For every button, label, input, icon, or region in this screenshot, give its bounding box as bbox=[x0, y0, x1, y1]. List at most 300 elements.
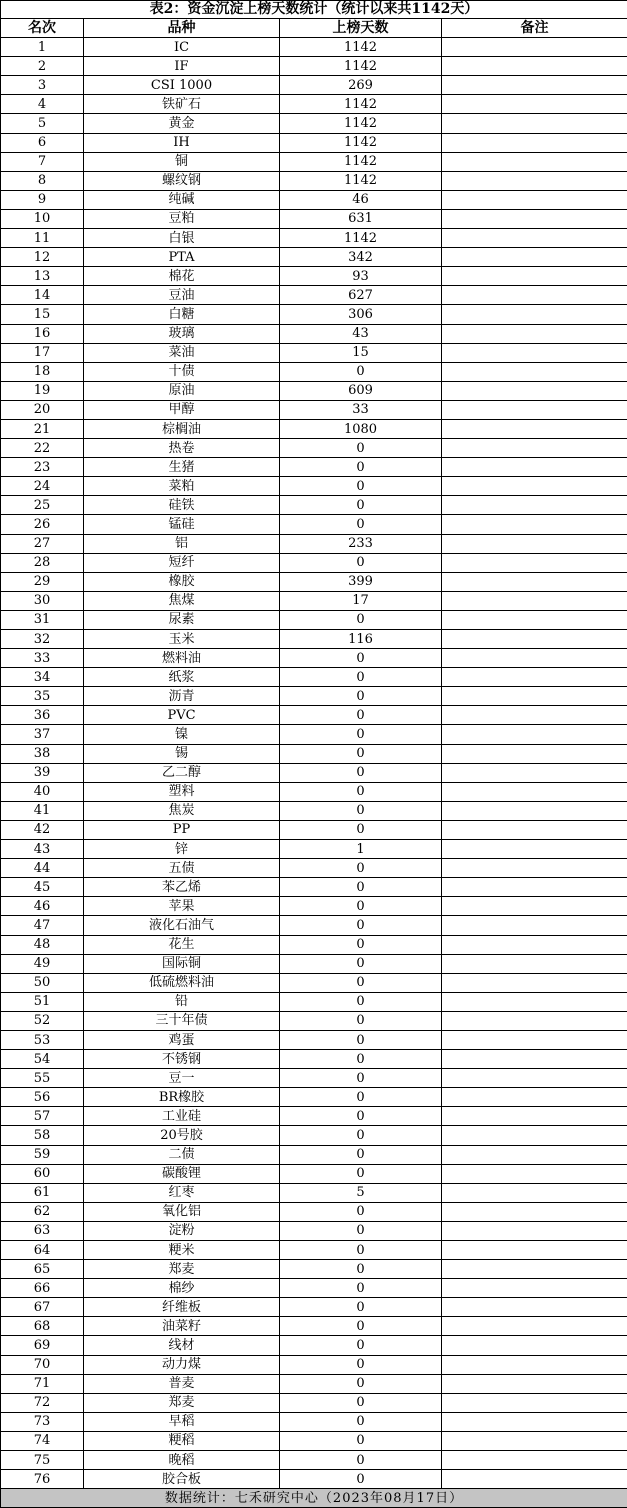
notes-cell bbox=[442, 591, 627, 610]
table-row bbox=[1, 305, 627, 324]
table-row bbox=[1, 1202, 627, 1221]
variety-cell: 普麦 bbox=[84, 1374, 280, 1393]
rank-cell: 22 bbox=[1, 439, 84, 458]
footer-row bbox=[1, 1489, 627, 1508]
days-cell: 0 bbox=[280, 878, 442, 897]
notes-cell bbox=[442, 1011, 627, 1030]
rank-cell: 19 bbox=[1, 381, 84, 400]
notes-cell bbox=[442, 1298, 627, 1317]
rank-cell: 11 bbox=[1, 229, 84, 248]
variety-cell: 焦炭 bbox=[84, 801, 280, 820]
days-cell: 1142 bbox=[280, 38, 442, 57]
rank-cell: 40 bbox=[1, 782, 84, 801]
table-row bbox=[1, 1088, 627, 1107]
table-row bbox=[1, 610, 627, 629]
variety-cell: 白银 bbox=[84, 229, 280, 248]
rank-cell: 59 bbox=[1, 1145, 84, 1164]
days-cell: 17 bbox=[280, 591, 442, 610]
rank-cell: 14 bbox=[1, 286, 84, 305]
rank-cell: 55 bbox=[1, 1069, 84, 1088]
notes-cell bbox=[442, 572, 627, 591]
variety-cell: 郑麦 bbox=[84, 1260, 280, 1279]
table-row bbox=[1, 572, 627, 591]
notes-cell bbox=[442, 553, 627, 572]
days-cell: 0 bbox=[280, 1164, 442, 1183]
days-cell: 0 bbox=[280, 706, 442, 725]
notes-cell bbox=[442, 1145, 627, 1164]
rank-cell: 70 bbox=[1, 1355, 84, 1374]
notes-cell bbox=[442, 744, 627, 763]
table-row bbox=[1, 362, 627, 381]
table-row bbox=[1, 1107, 627, 1126]
table-row bbox=[1, 1451, 627, 1470]
variety-cell: 甲醇 bbox=[84, 400, 280, 419]
rank-cell: 29 bbox=[1, 572, 84, 591]
days-cell: 1142 bbox=[280, 229, 442, 248]
notes-cell bbox=[442, 1317, 627, 1336]
table-row bbox=[1, 878, 627, 897]
days-cell: 0 bbox=[280, 1355, 442, 1374]
rank-cell: 28 bbox=[1, 553, 84, 572]
days-cell: 0 bbox=[280, 1050, 442, 1069]
days-cell: 0 bbox=[280, 1374, 442, 1393]
notes-cell bbox=[442, 973, 627, 992]
variety-cell: 淀粉 bbox=[84, 1221, 280, 1240]
table-row bbox=[1, 1279, 627, 1298]
variety-cell: 铁矿石 bbox=[84, 95, 280, 114]
table-row bbox=[1, 668, 627, 687]
table-row bbox=[1, 820, 627, 839]
table-row bbox=[1, 57, 627, 76]
variety-cell: 热卷 bbox=[84, 439, 280, 458]
variety-cell: 塑料 bbox=[84, 782, 280, 801]
days-cell: 0 bbox=[280, 744, 442, 763]
table-row bbox=[1, 95, 627, 114]
table-row bbox=[1, 1030, 627, 1049]
days-cell: 399 bbox=[280, 572, 442, 591]
variety-cell: 豆油 bbox=[84, 286, 280, 305]
variety-cell: 郑麦 bbox=[84, 1393, 280, 1412]
notes-cell bbox=[442, 859, 627, 878]
table-row bbox=[1, 1431, 627, 1450]
notes-cell bbox=[442, 439, 627, 458]
table-row bbox=[1, 248, 627, 267]
notes-cell bbox=[442, 1221, 627, 1240]
table-row bbox=[1, 744, 627, 763]
table-row bbox=[1, 190, 627, 209]
days-cell: 0 bbox=[280, 916, 442, 935]
notes-cell bbox=[442, 782, 627, 801]
rank-cell: 47 bbox=[1, 916, 84, 935]
variety-cell: 豆粕 bbox=[84, 209, 280, 228]
rank-cell: 76 bbox=[1, 1470, 84, 1489]
variety-cell: 棉纱 bbox=[84, 1279, 280, 1298]
notes-cell bbox=[442, 209, 627, 228]
days-cell: 0 bbox=[280, 1393, 442, 1412]
days-cell: 631 bbox=[280, 209, 442, 228]
variety-cell: 生猪 bbox=[84, 458, 280, 477]
rank-cell: 60 bbox=[1, 1164, 84, 1183]
days-cell: 0 bbox=[280, 1030, 442, 1049]
rank-cell: 52 bbox=[1, 1011, 84, 1030]
rank-cell: 27 bbox=[1, 534, 84, 553]
table-row bbox=[1, 973, 627, 992]
rank-cell: 12 bbox=[1, 248, 84, 267]
rank-cell: 35 bbox=[1, 687, 84, 706]
rank-cell: 24 bbox=[1, 477, 84, 496]
table-row bbox=[1, 763, 627, 782]
days-cell: 0 bbox=[280, 1279, 442, 1298]
variety-cell: 铜 bbox=[84, 152, 280, 171]
days-cell: 0 bbox=[280, 1088, 442, 1107]
variety-cell: 玉米 bbox=[84, 630, 280, 649]
notes-cell bbox=[442, 1088, 627, 1107]
variety-cell: 棕榈油 bbox=[84, 419, 280, 438]
table-row bbox=[1, 706, 627, 725]
notes-cell bbox=[442, 57, 627, 76]
variety-cell: 动力煤 bbox=[84, 1355, 280, 1374]
table-row bbox=[1, 1298, 627, 1317]
days-cell: 0 bbox=[280, 1107, 442, 1126]
notes-cell bbox=[442, 305, 627, 324]
notes-cell bbox=[442, 515, 627, 534]
variety-cell: 菜粕 bbox=[84, 477, 280, 496]
variety-cell: 二债 bbox=[84, 1145, 280, 1164]
days-cell: 1142 bbox=[280, 133, 442, 152]
notes-cell bbox=[442, 1050, 627, 1069]
rank-cell: 43 bbox=[1, 840, 84, 859]
days-cell: 0 bbox=[280, 1126, 442, 1145]
rank-cell: 18 bbox=[1, 362, 84, 381]
table-row bbox=[1, 1355, 627, 1374]
days-cell: 0 bbox=[280, 954, 442, 973]
notes-cell bbox=[442, 133, 627, 152]
days-cell: 1142 bbox=[280, 114, 442, 133]
table-row bbox=[1, 400, 627, 419]
notes-cell bbox=[442, 1202, 627, 1221]
variety-cell: 锰硅 bbox=[84, 515, 280, 534]
days-cell: 0 bbox=[280, 362, 442, 381]
notes-cell bbox=[442, 267, 627, 286]
notes-cell bbox=[442, 1030, 627, 1049]
rank-cell: 71 bbox=[1, 1374, 84, 1393]
table-row bbox=[1, 477, 627, 496]
days-cell: 0 bbox=[280, 477, 442, 496]
rank-cell: 45 bbox=[1, 878, 84, 897]
variety-cell: BR橡胶 bbox=[84, 1088, 280, 1107]
header-variety: 品种 bbox=[84, 19, 280, 38]
table-row bbox=[1, 553, 627, 572]
variety-cell: 氧化铝 bbox=[84, 1202, 280, 1221]
rank-cell: 25 bbox=[1, 496, 84, 515]
days-cell: 609 bbox=[280, 381, 442, 400]
rank-cell: 23 bbox=[1, 458, 84, 477]
table-row bbox=[1, 419, 627, 438]
variety-cell: 焦煤 bbox=[84, 591, 280, 610]
rank-cell: 72 bbox=[1, 1393, 84, 1412]
variety-cell: 早稻 bbox=[84, 1412, 280, 1431]
variety-cell: 纸浆 bbox=[84, 668, 280, 687]
rank-cell: 9 bbox=[1, 190, 84, 209]
variety-cell: PVC bbox=[84, 706, 280, 725]
days-cell: 0 bbox=[280, 553, 442, 572]
title-row bbox=[1, 1, 627, 19]
variety-cell: 铝 bbox=[84, 534, 280, 553]
variety-cell: IF bbox=[84, 57, 280, 76]
notes-cell bbox=[442, 458, 627, 477]
variety-cell: IC bbox=[84, 38, 280, 57]
rank-cell: 17 bbox=[1, 343, 84, 362]
days-cell: 116 bbox=[280, 630, 442, 649]
notes-cell bbox=[442, 1107, 627, 1126]
notes-cell bbox=[442, 820, 627, 839]
table-row bbox=[1, 515, 627, 534]
days-cell: 0 bbox=[280, 859, 442, 878]
rank-cell: 13 bbox=[1, 267, 84, 286]
days-cell: 1142 bbox=[280, 171, 442, 190]
table-row bbox=[1, 1126, 627, 1145]
notes-cell bbox=[442, 477, 627, 496]
rank-cell: 53 bbox=[1, 1030, 84, 1049]
table-row bbox=[1, 496, 627, 515]
variety-cell: 粳稻 bbox=[84, 1431, 280, 1450]
days-cell: 0 bbox=[280, 973, 442, 992]
notes-cell bbox=[442, 935, 627, 954]
variety-cell: 十债 bbox=[84, 362, 280, 381]
variety-cell: 工业硅 bbox=[84, 1107, 280, 1126]
days-cell: 0 bbox=[280, 1260, 442, 1279]
rank-cell: 68 bbox=[1, 1317, 84, 1336]
table-row bbox=[1, 859, 627, 878]
variety-cell: 液化石油气 bbox=[84, 916, 280, 935]
table-row bbox=[1, 897, 627, 916]
rank-cell: 48 bbox=[1, 935, 84, 954]
rank-cell: 42 bbox=[1, 820, 84, 839]
table-row bbox=[1, 133, 627, 152]
rank-cell: 33 bbox=[1, 649, 84, 668]
notes-cell bbox=[442, 630, 627, 649]
table-row bbox=[1, 1260, 627, 1279]
table-row bbox=[1, 209, 627, 228]
notes-cell bbox=[442, 114, 627, 133]
days-cell: 0 bbox=[280, 1011, 442, 1030]
variety-cell: PP bbox=[84, 820, 280, 839]
rank-cell: 4 bbox=[1, 95, 84, 114]
variety-cell: 不锈钢 bbox=[84, 1050, 280, 1069]
table-row bbox=[1, 1183, 627, 1202]
notes-cell bbox=[442, 1412, 627, 1431]
days-cell: 0 bbox=[280, 820, 442, 839]
days-cell: 1142 bbox=[280, 95, 442, 114]
table-row bbox=[1, 1317, 627, 1336]
days-cell: 15 bbox=[280, 343, 442, 362]
days-cell: 0 bbox=[280, 1145, 442, 1164]
rank-cell: 74 bbox=[1, 1431, 84, 1450]
days-cell: 0 bbox=[280, 935, 442, 954]
notes-cell bbox=[442, 1355, 627, 1374]
table-row bbox=[1, 114, 627, 133]
notes-cell bbox=[442, 840, 627, 859]
notes-cell bbox=[442, 38, 627, 57]
table-row bbox=[1, 286, 627, 305]
notes-cell bbox=[442, 992, 627, 1011]
days-cell: 0 bbox=[280, 610, 442, 629]
notes-cell bbox=[442, 171, 627, 190]
notes-cell bbox=[442, 897, 627, 916]
variety-cell: 花生 bbox=[84, 935, 280, 954]
notes-cell bbox=[442, 229, 627, 248]
rank-cell: 63 bbox=[1, 1221, 84, 1240]
table-row bbox=[1, 1164, 627, 1183]
notes-cell bbox=[442, 1451, 627, 1470]
table-row bbox=[1, 439, 627, 458]
rank-cell: 73 bbox=[1, 1412, 84, 1431]
table-row bbox=[1, 649, 627, 668]
rank-cell: 1 bbox=[1, 38, 84, 57]
days-cell: 0 bbox=[280, 897, 442, 916]
variety-cell: 油菜籽 bbox=[84, 1317, 280, 1336]
variety-cell: 硅铁 bbox=[84, 496, 280, 515]
rank-cell: 51 bbox=[1, 992, 84, 1011]
variety-cell: 碳酸锂 bbox=[84, 1164, 280, 1183]
variety-cell: 纯碱 bbox=[84, 190, 280, 209]
days-cell: 0 bbox=[280, 1221, 442, 1240]
variety-cell: 橡胶 bbox=[84, 572, 280, 591]
days-cell: 0 bbox=[280, 763, 442, 782]
days-cell: 0 bbox=[280, 801, 442, 820]
notes-cell bbox=[442, 152, 627, 171]
rank-cell: 34 bbox=[1, 668, 84, 687]
notes-cell bbox=[442, 248, 627, 267]
table-row bbox=[1, 935, 627, 954]
variety-cell: 五债 bbox=[84, 859, 280, 878]
header-notes: 备注 bbox=[442, 19, 627, 38]
table-row bbox=[1, 840, 627, 859]
variety-cell: 粳米 bbox=[84, 1241, 280, 1260]
variety-cell: 国际铜 bbox=[84, 954, 280, 973]
days-cell: 0 bbox=[280, 496, 442, 515]
notes-cell bbox=[442, 1069, 627, 1088]
variety-cell: 纤维板 bbox=[84, 1298, 280, 1317]
days-cell: 1080 bbox=[280, 419, 442, 438]
days-cell: 0 bbox=[280, 687, 442, 706]
days-cell: 93 bbox=[280, 267, 442, 286]
variety-cell: 白糖 bbox=[84, 305, 280, 324]
table-row bbox=[1, 1241, 627, 1260]
notes-cell bbox=[442, 878, 627, 897]
notes-cell bbox=[442, 801, 627, 820]
rank-cell: 30 bbox=[1, 591, 84, 610]
table-row bbox=[1, 916, 627, 935]
table-row bbox=[1, 381, 627, 400]
days-cell: 0 bbox=[280, 782, 442, 801]
rank-cell: 39 bbox=[1, 763, 84, 782]
notes-cell bbox=[442, 1164, 627, 1183]
notes-cell bbox=[442, 190, 627, 209]
notes-cell bbox=[442, 954, 627, 973]
notes-cell bbox=[442, 496, 627, 515]
rank-cell: 69 bbox=[1, 1336, 84, 1355]
variety-cell: CSI 1000 bbox=[84, 76, 280, 95]
notes-cell bbox=[442, 763, 627, 782]
days-cell: 5 bbox=[280, 1183, 442, 1202]
variety-cell: 铅 bbox=[84, 992, 280, 1011]
table-row bbox=[1, 954, 627, 973]
rank-cell: 62 bbox=[1, 1202, 84, 1221]
days-cell: 0 bbox=[280, 439, 442, 458]
notes-cell bbox=[442, 610, 627, 629]
days-cell: 233 bbox=[280, 534, 442, 553]
variety-cell: 镍 bbox=[84, 725, 280, 744]
rank-cell: 8 bbox=[1, 171, 84, 190]
notes-cell bbox=[442, 1470, 627, 1489]
days-cell: 342 bbox=[280, 248, 442, 267]
variety-cell: 低硫燃料油 bbox=[84, 973, 280, 992]
variety-cell: PTA bbox=[84, 248, 280, 267]
table-row bbox=[1, 1011, 627, 1030]
table-row bbox=[1, 687, 627, 706]
days-cell: 0 bbox=[280, 1412, 442, 1431]
days-cell: 0 bbox=[280, 649, 442, 668]
notes-cell bbox=[442, 649, 627, 668]
rank-cell: 67 bbox=[1, 1298, 84, 1317]
table-row bbox=[1, 152, 627, 171]
table-row bbox=[1, 171, 627, 190]
variety-cell: 棉花 bbox=[84, 267, 280, 286]
table-row bbox=[1, 1412, 627, 1431]
rank-cell: 21 bbox=[1, 419, 84, 438]
notes-cell bbox=[442, 1260, 627, 1279]
rank-cell: 57 bbox=[1, 1107, 84, 1126]
notes-cell bbox=[442, 362, 627, 381]
table-row bbox=[1, 725, 627, 744]
table-row bbox=[1, 630, 627, 649]
notes-cell bbox=[442, 534, 627, 553]
variety-cell: 胶合板 bbox=[84, 1470, 280, 1489]
rank-cell: 50 bbox=[1, 973, 84, 992]
notes-cell bbox=[442, 324, 627, 343]
rank-cell: 20 bbox=[1, 400, 84, 419]
notes-cell bbox=[442, 1279, 627, 1298]
rank-cell: 46 bbox=[1, 897, 84, 916]
notes-cell bbox=[442, 343, 627, 362]
days-cell: 627 bbox=[280, 286, 442, 305]
table-row bbox=[1, 343, 627, 362]
variety-cell: 鸡蛋 bbox=[84, 1030, 280, 1049]
table-row bbox=[1, 801, 627, 820]
days-cell: 0 bbox=[280, 1202, 442, 1221]
header-row bbox=[1, 19, 627, 38]
notes-cell bbox=[442, 706, 627, 725]
rank-cell: 2 bbox=[1, 57, 84, 76]
table-row bbox=[1, 267, 627, 286]
rank-cell: 26 bbox=[1, 515, 84, 534]
days-cell: 1 bbox=[280, 840, 442, 859]
variety-cell: 原油 bbox=[84, 381, 280, 400]
notes-cell bbox=[442, 400, 627, 419]
notes-cell bbox=[442, 95, 627, 114]
rank-cell: 7 bbox=[1, 152, 84, 171]
table-row bbox=[1, 591, 627, 610]
notes-cell bbox=[442, 916, 627, 935]
variety-cell: 短纤 bbox=[84, 553, 280, 572]
days-cell: 0 bbox=[280, 1317, 442, 1336]
days-cell: 0 bbox=[280, 458, 442, 477]
table-row bbox=[1, 38, 627, 57]
variety-cell: 沥青 bbox=[84, 687, 280, 706]
days-cell: 1142 bbox=[280, 152, 442, 171]
notes-cell bbox=[442, 76, 627, 95]
